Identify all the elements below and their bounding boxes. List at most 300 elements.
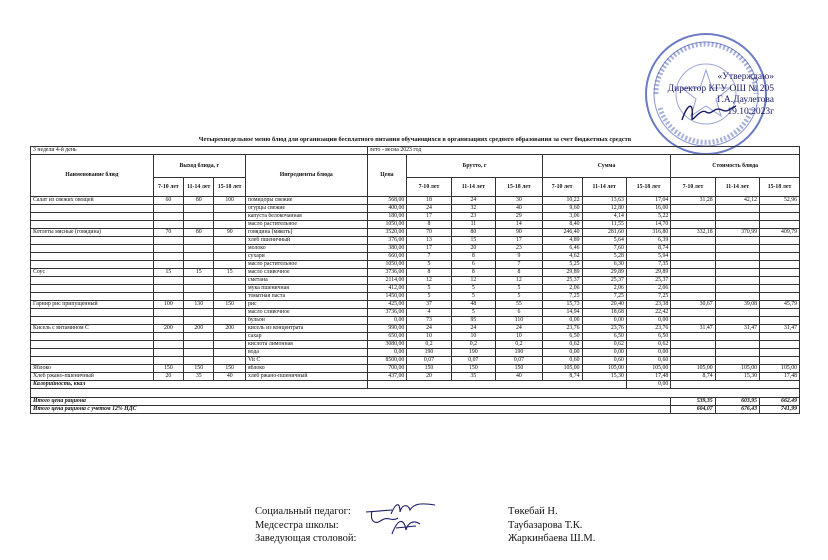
subheader-age: 7-10 лет bbox=[153, 178, 183, 197]
yield-11-14 bbox=[184, 277, 214, 285]
gross-15-18: 30 bbox=[496, 197, 543, 205]
table-row bbox=[31, 325, 800, 333]
ingredient: масло растительное bbox=[245, 261, 367, 269]
subheader-age: 11-14 лет bbox=[184, 178, 214, 197]
yield-15-18 bbox=[214, 245, 246, 253]
sum-7-10: 246,40 bbox=[542, 229, 582, 237]
gross-7-10: 12 bbox=[407, 277, 451, 285]
sum-11-14: 29,89 bbox=[582, 269, 626, 277]
yield-7-10 bbox=[153, 349, 183, 357]
dish-name: Кисель с витамином С bbox=[31, 325, 154, 333]
period-row bbox=[31, 147, 800, 155]
yield-7-10 bbox=[153, 237, 183, 245]
cost-15-18: 31,47 bbox=[760, 325, 800, 333]
dish-name: Хлеб ржано-пшеничный bbox=[31, 373, 154, 381]
yield-15-18 bbox=[214, 317, 246, 325]
yield-7-10 bbox=[153, 221, 183, 229]
table-row bbox=[31, 213, 800, 221]
total-value: 604,07 bbox=[671, 406, 715, 414]
cost-11-14: 105,00 bbox=[715, 365, 759, 373]
subheader-age: 11-14 лет bbox=[715, 178, 759, 197]
table-row bbox=[31, 333, 800, 341]
yield-7-10: 15 bbox=[153, 269, 183, 277]
cost-11-14 bbox=[715, 341, 759, 349]
signature-name: Таубазарова Т.К. bbox=[508, 519, 583, 531]
gross-11-14: 8 bbox=[451, 253, 495, 261]
subheader-age: 7-10 лет bbox=[542, 178, 582, 197]
table-row bbox=[31, 205, 800, 213]
gross-11-14: 23 bbox=[451, 213, 495, 221]
cost-15-18 bbox=[760, 317, 800, 325]
yield-7-10 bbox=[153, 205, 183, 213]
sum-15-18: 0,00 bbox=[626, 317, 670, 325]
cost-7-10 bbox=[671, 269, 715, 277]
cost-7-10 bbox=[671, 237, 715, 245]
sum-15-18: 22,42 bbox=[626, 309, 670, 317]
gross-15-18: 55 bbox=[496, 301, 543, 309]
yield-7-10 bbox=[153, 261, 183, 269]
cost-15-18 bbox=[760, 237, 800, 245]
sum-15-18: 2,06 bbox=[626, 285, 670, 293]
gross-11-14: 20 bbox=[451, 245, 495, 253]
sum-7-10: 8,40 bbox=[542, 221, 582, 229]
header-dish: Наименование блюд bbox=[31, 155, 154, 197]
price: 660,00 bbox=[367, 253, 407, 261]
gross-11-14: 35 bbox=[451, 373, 495, 381]
sum-11-14: 13,63 bbox=[582, 197, 626, 205]
gross-15-18: 17 bbox=[496, 237, 543, 245]
ingredient: говядина (мякоть) bbox=[245, 229, 367, 237]
cost-7-10 bbox=[671, 317, 715, 325]
ingredient: хлеб пшеничный bbox=[245, 237, 367, 245]
cost-7-10: 30,67 bbox=[671, 301, 715, 309]
yield-11-14 bbox=[184, 317, 214, 325]
yield-11-14 bbox=[184, 261, 214, 269]
ingredient: масло растительное bbox=[245, 221, 367, 229]
header-yield: Выход блюда, г bbox=[153, 155, 245, 178]
gross-15-18: 7 bbox=[496, 261, 543, 269]
gross-11-14: 190 bbox=[451, 349, 495, 357]
yield-15-18: 200 bbox=[214, 325, 246, 333]
sum-15-18: 16,00 bbox=[626, 205, 670, 213]
cost-11-14 bbox=[715, 349, 759, 357]
table-row bbox=[31, 285, 800, 293]
cost-7-10 bbox=[671, 333, 715, 341]
cost-7-10 bbox=[671, 285, 715, 293]
director-signature bbox=[678, 98, 738, 126]
cost-7-10 bbox=[671, 205, 715, 213]
price: 437,00 bbox=[367, 373, 407, 381]
sum-7-10: 5,25 bbox=[542, 261, 582, 269]
sum-7-10: 0,60 bbox=[542, 357, 582, 365]
sum-15-18: 23,76 bbox=[626, 325, 670, 333]
sum-7-10: 105,00 bbox=[542, 365, 582, 373]
sum-11-14: 6,50 bbox=[582, 333, 626, 341]
dish-name bbox=[31, 317, 154, 325]
header-gross: Брутто, г bbox=[407, 155, 543, 178]
gross-15-18: 23 bbox=[496, 245, 543, 253]
sum-11-14: 4,14 bbox=[582, 213, 626, 221]
yield-7-10 bbox=[153, 245, 183, 253]
sum-15-18: 5,94 bbox=[626, 253, 670, 261]
signatures-block bbox=[255, 505, 675, 546]
table-row bbox=[31, 349, 800, 357]
yield-7-10 bbox=[153, 357, 183, 365]
signature-role: Медсестра школы: bbox=[255, 519, 339, 531]
sum-15-18: 105,00 bbox=[626, 365, 670, 373]
cost-15-18 bbox=[760, 221, 800, 229]
week-day-label: 3 недели 4-й день bbox=[31, 147, 368, 155]
cost-15-18: 105,00 bbox=[760, 365, 800, 373]
sum-7-10: 6,50 bbox=[542, 333, 582, 341]
gross-11-14: 32 bbox=[451, 205, 495, 213]
table-row bbox=[31, 309, 800, 317]
yield-11-14: 80 bbox=[184, 197, 214, 205]
yield-15-18: 100 bbox=[214, 197, 246, 205]
sum-15-18: 6,39 bbox=[626, 237, 670, 245]
sum-11-14: 20,40 bbox=[582, 301, 626, 309]
sum-11-14: 5,64 bbox=[582, 237, 626, 245]
ingredient: Vit C bbox=[245, 357, 367, 365]
yield-15-18 bbox=[214, 341, 246, 349]
yield-11-14 bbox=[184, 285, 214, 293]
yield-7-10 bbox=[153, 309, 183, 317]
gross-15-18: 110 bbox=[496, 317, 543, 325]
yield-11-14: 200 bbox=[184, 325, 214, 333]
ingredient: помидоры свежие bbox=[245, 197, 367, 205]
cost-11-14 bbox=[715, 253, 759, 261]
gross-11-14: 5 bbox=[451, 309, 495, 317]
table-row bbox=[31, 365, 800, 373]
table-row bbox=[31, 245, 800, 253]
gross-11-14: 0,07 bbox=[451, 357, 495, 365]
cost-15-18 bbox=[760, 269, 800, 277]
price: 180,00 bbox=[367, 213, 407, 221]
total-value: 539,35 bbox=[671, 398, 715, 406]
yield-15-18 bbox=[214, 221, 246, 229]
blank-cell bbox=[31, 389, 800, 398]
gross-15-18: 6 bbox=[496, 309, 543, 317]
signature-role: Социальный педагог: bbox=[255, 506, 351, 517]
dish-name bbox=[31, 277, 154, 285]
table-row bbox=[31, 237, 800, 245]
total-value: 676,43 bbox=[715, 406, 759, 414]
gross-7-10: 10 bbox=[407, 333, 451, 341]
dish-name bbox=[31, 341, 154, 349]
price: 3736,00 bbox=[367, 269, 407, 277]
cost-7-10: 332,18 bbox=[671, 229, 715, 237]
cost-7-10 bbox=[671, 213, 715, 221]
yield-7-10: 200 bbox=[153, 325, 183, 333]
yield-11-14 bbox=[184, 253, 214, 261]
yield-7-10 bbox=[153, 317, 183, 325]
cost-7-10 bbox=[671, 261, 715, 269]
sum-7-10: 6,46 bbox=[542, 245, 582, 253]
price: 650,00 bbox=[367, 333, 407, 341]
gross-11-14: 24 bbox=[451, 197, 495, 205]
cost-11-14 bbox=[715, 221, 759, 229]
ingredient: молоко bbox=[245, 245, 367, 253]
total-label: Итого цена рациона bbox=[31, 398, 671, 406]
signature-row bbox=[255, 505, 675, 519]
ingredient: кислота лимонная bbox=[245, 341, 367, 349]
cost-11-14: 39,08 bbox=[715, 301, 759, 309]
sum-7-10: 2,06 bbox=[542, 285, 582, 293]
cost-11-14 bbox=[715, 285, 759, 293]
sum-11-14: 6,30 bbox=[582, 261, 626, 269]
sum-7-10: 0,00 bbox=[542, 349, 582, 357]
yield-15-18: 40 bbox=[214, 373, 246, 381]
gross-11-14: 12 bbox=[451, 277, 495, 285]
gross-7-10: 0,2 bbox=[407, 341, 451, 349]
gross-7-10: 20 bbox=[407, 373, 451, 381]
yield-7-10: 60 bbox=[153, 197, 183, 205]
signature-row bbox=[255, 532, 675, 546]
dish-name bbox=[31, 349, 154, 357]
yield-15-18 bbox=[214, 293, 246, 301]
cost-15-18 bbox=[760, 357, 800, 365]
yield-7-10 bbox=[153, 213, 183, 221]
subheader-age: 7-10 лет bbox=[407, 178, 451, 197]
menu-table bbox=[30, 146, 800, 414]
yield-15-18: 90 bbox=[214, 229, 246, 237]
cost-15-18 bbox=[760, 293, 800, 301]
table-row bbox=[31, 373, 800, 381]
gross-11-14: 8 bbox=[451, 269, 495, 277]
subheader-age: 15-18 лет bbox=[496, 178, 543, 197]
yield-7-10: 100 bbox=[153, 301, 183, 309]
sum-15-18: 0,00 bbox=[626, 349, 670, 357]
gross-15-18: 10 bbox=[496, 333, 543, 341]
gross-11-14: 95 bbox=[451, 317, 495, 325]
gross-11-14: 10 bbox=[451, 333, 495, 341]
cost-11-14: 370,99 bbox=[715, 229, 759, 237]
price: 1050,00 bbox=[367, 261, 407, 269]
ingredient: бульон bbox=[245, 317, 367, 325]
sum-7-10: 4,89 bbox=[542, 237, 582, 245]
dish-name: Яблоко bbox=[31, 365, 154, 373]
total-row bbox=[31, 398, 800, 406]
cost-7-10 bbox=[671, 293, 715, 301]
sum-11-14: 0,60 bbox=[582, 357, 626, 365]
cost-15-18 bbox=[760, 341, 800, 349]
yield-15-18 bbox=[214, 309, 246, 317]
sum-15-18: 5,22 bbox=[626, 213, 670, 221]
yield-7-10 bbox=[153, 285, 183, 293]
sum-7-10: 3,06 bbox=[542, 213, 582, 221]
gross-15-18: 190 bbox=[496, 349, 543, 357]
subheader-age: 15-18 лет bbox=[214, 178, 246, 197]
yield-11-14: 35 bbox=[184, 373, 214, 381]
cost-11-14: 31,47 bbox=[715, 325, 759, 333]
gross-7-10: 8 bbox=[407, 221, 451, 229]
gross-7-10: 13 bbox=[407, 237, 451, 245]
price: 3736,00 bbox=[367, 309, 407, 317]
sum-7-10: 0,00 bbox=[542, 317, 582, 325]
ingredient: сметана bbox=[245, 277, 367, 285]
table-row bbox=[31, 197, 800, 205]
sum-15-18: 8,74 bbox=[626, 245, 670, 253]
dish-name bbox=[31, 293, 154, 301]
table-row bbox=[31, 253, 800, 261]
cost-11-14 bbox=[715, 237, 759, 245]
dish-name: Соус bbox=[31, 269, 154, 277]
yield-11-14 bbox=[184, 349, 214, 357]
cost-15-18 bbox=[760, 213, 800, 221]
cost-7-10: 8,74 bbox=[671, 373, 715, 381]
subheader-age: 7-10 лет bbox=[671, 178, 715, 197]
ingredient: рис bbox=[245, 301, 367, 309]
sum-7-10: 29,89 bbox=[542, 269, 582, 277]
gross-7-10: 18 bbox=[407, 197, 451, 205]
sum-11-14: 105,00 bbox=[582, 365, 626, 373]
price: 380,00 bbox=[367, 245, 407, 253]
calorie-row bbox=[31, 381, 800, 389]
cost-15-18 bbox=[760, 245, 800, 253]
signature-name: Төкебай Н. bbox=[508, 506, 558, 517]
cost-7-10: 105,00 bbox=[671, 365, 715, 373]
approval-date: 19.10.2023г bbox=[727, 106, 774, 117]
yield-11-14: 130 bbox=[184, 301, 214, 309]
signature-name: Жаркинбаева Ш.М. bbox=[508, 533, 596, 544]
yield-11-14 bbox=[184, 245, 214, 253]
gross-15-18: 40 bbox=[496, 373, 543, 381]
sum-15-18: 29,89 bbox=[626, 269, 670, 277]
price: 568,00 bbox=[367, 197, 407, 205]
ingredient: огурцы свежие bbox=[245, 205, 367, 213]
cost-11-14 bbox=[715, 317, 759, 325]
sum-7-10: 9,60 bbox=[542, 205, 582, 213]
calorie-label: Калорийность, ккал bbox=[31, 381, 368, 389]
gross-15-18: 24 bbox=[496, 325, 543, 333]
table-header-row bbox=[31, 155, 800, 178]
ingredient: вода bbox=[245, 349, 367, 357]
sum-7-10: 7,25 bbox=[542, 293, 582, 301]
gross-7-10: 70 bbox=[407, 229, 451, 237]
yield-15-18: 15 bbox=[214, 269, 246, 277]
gross-7-10: 5 bbox=[407, 285, 451, 293]
total-label: Итого цена рациона с учетом 12% НДС bbox=[31, 406, 671, 414]
cost-15-18 bbox=[760, 253, 800, 261]
gross-7-10: 24 bbox=[407, 325, 451, 333]
subheader-age: 11-14 лет bbox=[451, 178, 495, 197]
gross-15-18: 29 bbox=[496, 213, 543, 221]
gross-7-10: 4 bbox=[407, 309, 451, 317]
cost-15-18 bbox=[760, 285, 800, 293]
yield-15-18 bbox=[214, 277, 246, 285]
yield-11-14 bbox=[184, 205, 214, 213]
gross-7-10: 190 bbox=[407, 349, 451, 357]
sum-15-18: 14,70 bbox=[626, 221, 670, 229]
ingredient: капуста белокочанная bbox=[245, 213, 367, 221]
handwritten-signature bbox=[388, 516, 424, 538]
gross-15-18: 0,2 bbox=[496, 341, 543, 349]
subheader-age: 11-14 лет bbox=[582, 178, 626, 197]
cost-15-18: 409,79 bbox=[760, 229, 800, 237]
ingredient: масло сливочное bbox=[245, 309, 367, 317]
sum-11-14: 2,06 bbox=[582, 285, 626, 293]
dish-name bbox=[31, 245, 154, 253]
sum-7-10: 10,22 bbox=[542, 197, 582, 205]
sum-11-14: 0,00 bbox=[582, 317, 626, 325]
gross-15-18: 9 bbox=[496, 253, 543, 261]
table-row bbox=[31, 357, 800, 365]
yield-15-18 bbox=[214, 349, 246, 357]
gross-11-14: 0,2 bbox=[451, 341, 495, 349]
ingredient: яблоко bbox=[245, 365, 367, 373]
yield-7-10 bbox=[153, 341, 183, 349]
gross-7-10: 17 bbox=[407, 213, 451, 221]
document-title: Четырехнедельное меню блюд для организации бесплатного питания обучающихся в организациях среднего образования за счет бюджетных средств bbox=[198, 136, 632, 143]
yield-7-10 bbox=[153, 253, 183, 261]
gross-11-14: 11 bbox=[451, 221, 495, 229]
cost-15-18: 45,79 bbox=[760, 301, 800, 309]
cost-7-10 bbox=[671, 349, 715, 357]
ingredient: сухари bbox=[245, 253, 367, 261]
gross-15-18: 5 bbox=[496, 285, 543, 293]
table-row bbox=[31, 301, 800, 309]
cost-7-10: 31,28 bbox=[671, 197, 715, 205]
gross-15-18: 14 bbox=[496, 221, 543, 229]
sum-11-14: 7,25 bbox=[582, 293, 626, 301]
dish-name: Салат из свежих овощей bbox=[31, 197, 154, 205]
cost-11-14 bbox=[715, 269, 759, 277]
blank-cell bbox=[367, 381, 626, 389]
subheader-age: 15-18 лет bbox=[760, 178, 800, 197]
gross-15-18: 5 bbox=[496, 293, 543, 301]
yield-11-14 bbox=[184, 221, 214, 229]
gross-15-18: 0,07 bbox=[496, 357, 543, 365]
sum-7-10: 0,62 bbox=[542, 341, 582, 349]
gross-15-18: 150 bbox=[496, 365, 543, 373]
sum-11-14: 7,60 bbox=[582, 245, 626, 253]
table-row bbox=[31, 229, 800, 237]
sum-7-10: 23,76 bbox=[542, 325, 582, 333]
dish-name bbox=[31, 237, 154, 245]
gross-7-10: 5 bbox=[407, 293, 451, 301]
cost-11-14 bbox=[715, 277, 759, 285]
cost-11-14 bbox=[715, 205, 759, 213]
header-cost: Стоимость блюда bbox=[671, 155, 800, 178]
yield-15-18 bbox=[214, 253, 246, 261]
yield-15-18 bbox=[214, 357, 246, 365]
cost-15-18 bbox=[760, 205, 800, 213]
yield-7-10 bbox=[153, 333, 183, 341]
price: 0,00 bbox=[367, 317, 407, 325]
subheader-age: 15-18 лет bbox=[626, 178, 670, 197]
header-ingredients: Ингредиенты блюда bbox=[245, 155, 367, 197]
gross-15-18: 40 bbox=[496, 205, 543, 213]
gross-15-18: 12 bbox=[496, 277, 543, 285]
sum-11-14: 5,28 bbox=[582, 253, 626, 261]
cost-7-10 bbox=[671, 221, 715, 229]
cost-11-14 bbox=[715, 309, 759, 317]
cost-11-14 bbox=[715, 333, 759, 341]
ingredient: кисель из концентрата bbox=[245, 325, 367, 333]
price: 400,00 bbox=[367, 205, 407, 213]
sum-7-10: 8,74 bbox=[542, 373, 582, 381]
sum-11-14: 12,80 bbox=[582, 205, 626, 213]
dish-name bbox=[31, 309, 154, 317]
gross-11-14: 5 bbox=[451, 285, 495, 293]
price: 412,00 bbox=[367, 285, 407, 293]
gross-7-10: 24 bbox=[407, 205, 451, 213]
gross-7-10: 150 bbox=[407, 365, 451, 373]
dish-name bbox=[31, 205, 154, 213]
cost-7-10 bbox=[671, 253, 715, 261]
price: 990,00 bbox=[367, 325, 407, 333]
sum-11-14: 11,55 bbox=[582, 221, 626, 229]
